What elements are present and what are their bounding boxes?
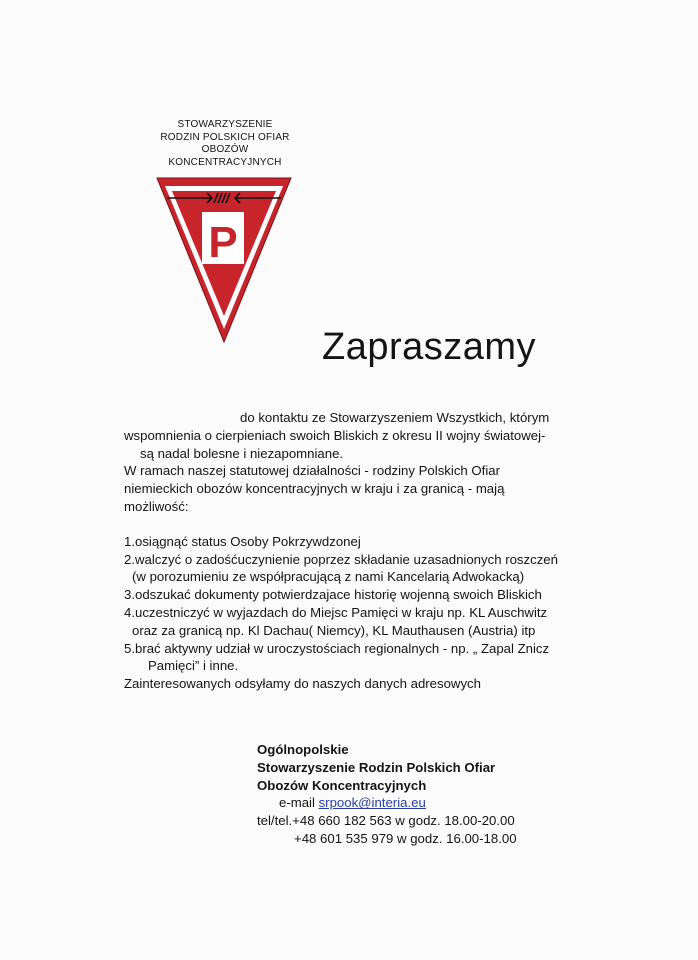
email-label: e-mail [279,795,315,811]
list-item: 2.walczyć o zadośćuczynienie poprzez składanie uzasadnionych roszczeń [124,551,558,567]
logo-letter: P [208,218,238,267]
phone-line: tel/tel.+48 660 182 563 w godz. 18.00-20.00 [257,813,515,829]
email-row [257,794,517,812]
red-triangle-p-logo-icon [156,177,292,343]
list-item: 3.odszukać dokumenty potwierdzajace historię wojenną swoich Bliskich [124,587,542,603]
phone-line: +48 601 535 979 w godz. 16.00-18.00 [294,830,517,846]
contact-block [257,741,517,848]
list-item: Pamięci” i inne. [148,658,239,674]
contact-org-line: Ogólnopolskie [257,742,349,757]
list-item: (w porozumieniu ze współpracującą z nami Kancelarią Adwokacką) [132,569,525,585]
organization-name-line: STOWARZYSZENIE [177,119,273,130]
body-line: wspomnienia o cierpieniach swoich Bliskich z okresu II wojny światowej- [124,427,546,443]
body-line: do kontaktu ze Stowarzyszeniem Wszystkich, którym [240,410,550,425]
body-line: niemieckich obozów koncentracyjnych w kraju i za granicą - mają [124,481,505,497]
body-line: możliwość: [124,498,189,514]
list-item: oraz za granicą np. Kl Dachau( Niemcy), KL Mauthausen (Austria) itp [132,622,536,638]
organization-name-line: KONCENTRACYJNYCH [168,156,282,168]
list-item: 5.brać aktywny udział w uroczystościach regionalnych - np. „ Zapal Znicz [124,640,550,656]
contact-org-line: Stowarzyszenie Rodzin Polskich Ofiar [257,759,496,775]
list-item: 1.osiągnąć status Osoby Pokrzywdzonej [124,533,361,549]
list-item: 4.uczestniczyć w wyjazdach do Miejsc Pamięci w kraju np. KL Auschwitz [124,604,548,620]
email-link[interactable]: srpook@interia.eu [318,795,426,811]
organization-name-line: RODZIN POLSKICH OFIAR [160,131,290,143]
invitation-body [124,409,594,693]
closing-line: Zainteresowanych odsyłamy do naszych danych adresowych [124,676,481,692]
page-title: Zapraszamy [322,326,537,368]
contact-org-line: Obozów Koncentracyjnych [257,777,427,793]
body-line: W ramach naszej statutowej działalności - rodziny Polskich Ofiar [124,463,500,479]
body-line: są nadal bolesne i niezapomniane. [140,445,344,461]
organization-name [150,119,300,169]
organization-name-line: OBOZÓW [201,144,249,155]
